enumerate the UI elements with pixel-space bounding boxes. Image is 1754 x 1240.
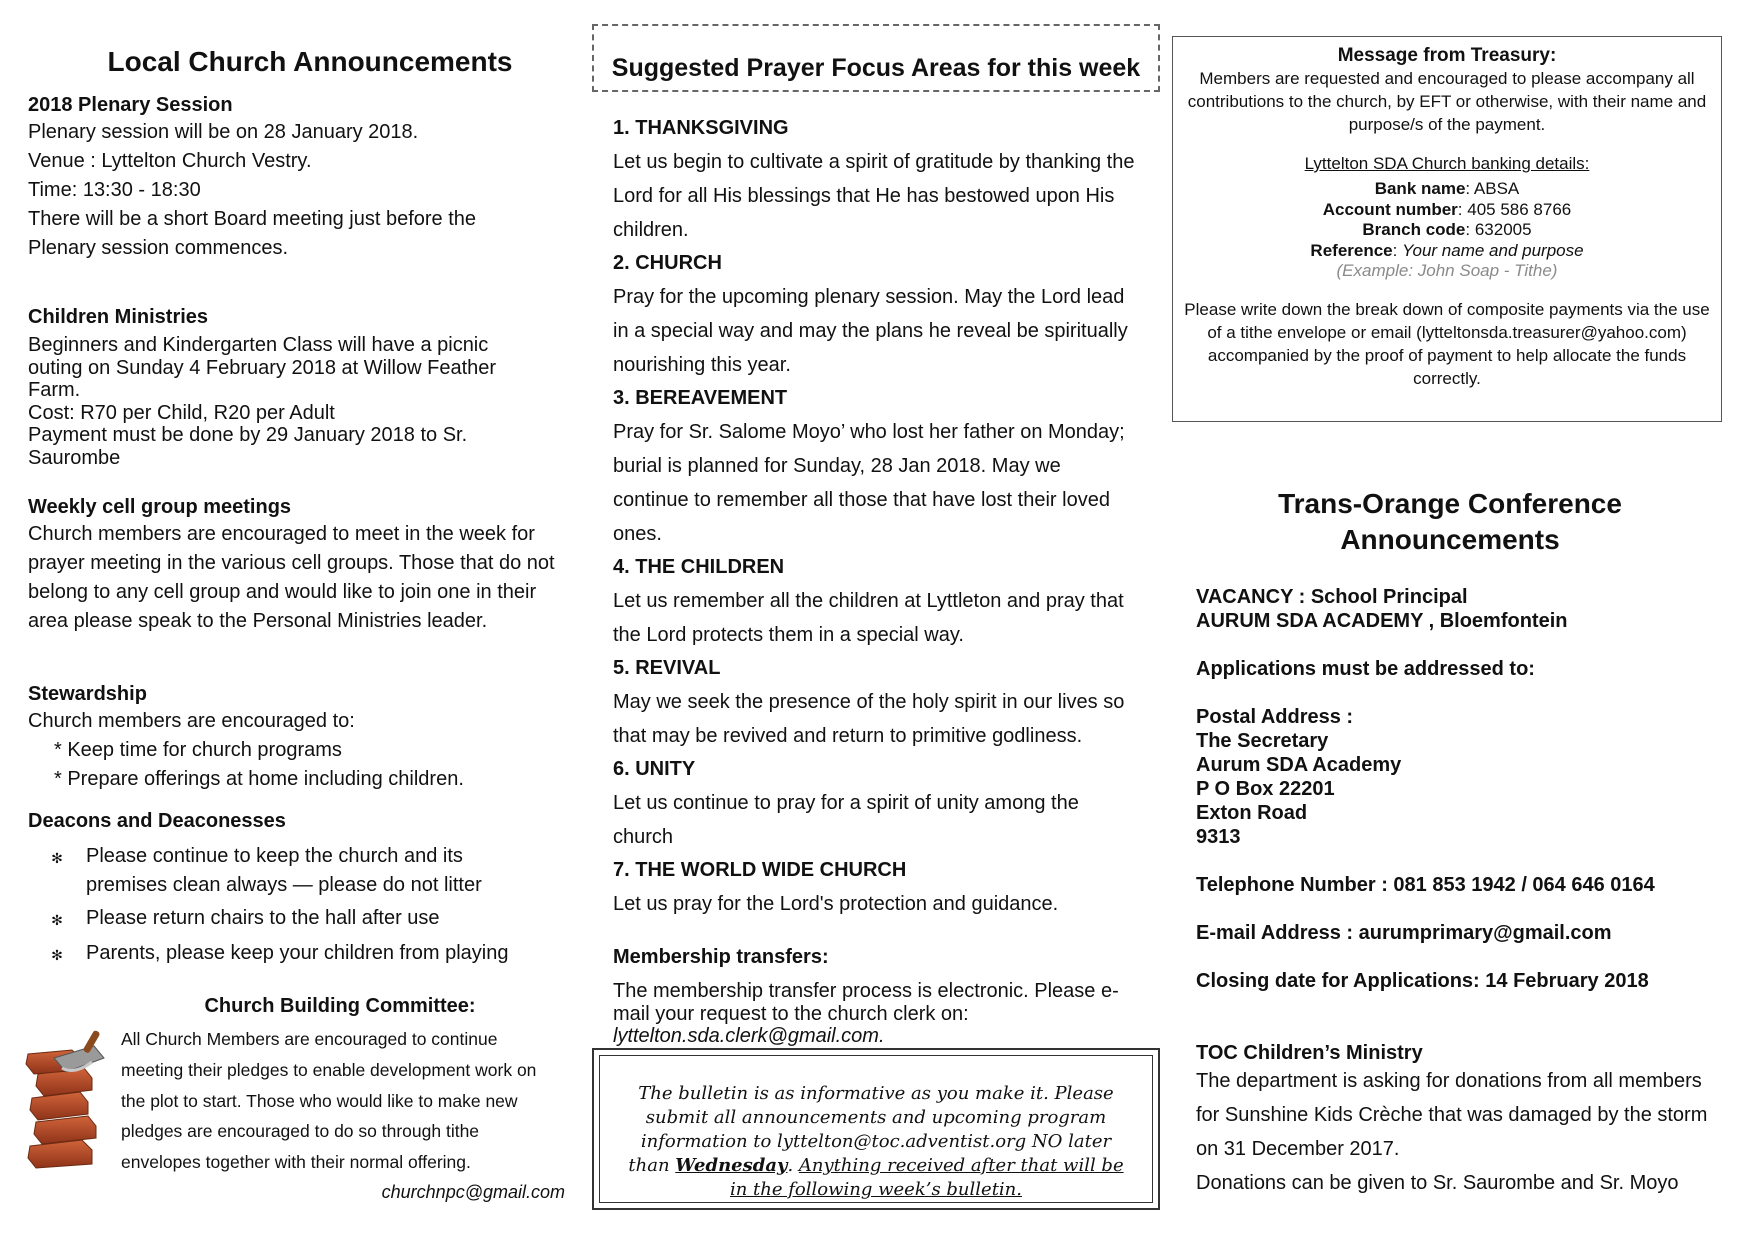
deacons-section bbox=[28, 808, 558, 974]
bulletin-note-text: The bulletin is as informative as you make it. Please submit all announcements and upcoming program information to lyttelton@toc.adventist.org NO later than Wednesday. Anything received after that will be in the following week’s bulletin. bbox=[628, 1083, 1124, 1200]
treasury-title: Message from Treasury: bbox=[1337, 45, 1557, 66]
prayer-item-heading: 3. BEREAVEMENT bbox=[613, 387, 788, 409]
prayer-item-heading: 2. CHURCH bbox=[613, 252, 722, 274]
treasury-intro: Members are requested and encouraged to please accompany all contributions to the church, by EFT or otherwise, with their name and purpose/s of the payment. bbox=[1187, 69, 1707, 134]
prayer-item-heading: 4. THE CHILDREN bbox=[613, 556, 785, 578]
plenary-line: Plenary session commences. bbox=[28, 237, 289, 259]
address-line: 9313 bbox=[1196, 826, 1241, 848]
bricks-trowel-icon bbox=[22, 1028, 117, 1170]
plenary-line: Time: 13:30 - 18:30 bbox=[28, 179, 201, 201]
stewardship-item: * Keep time for church programs bbox=[54, 739, 342, 761]
plenary-heading: 2018 Plenary Session bbox=[28, 94, 233, 116]
bank-heading: Lyttelton SDA Church banking details: bbox=[1304, 154, 1590, 173]
prayer-title: Suggested Prayer Focus Areas for this week bbox=[611, 54, 1141, 82]
stewardship-intro: Church members are encouraged to: bbox=[28, 710, 355, 732]
membership-text: The membership transfer process is electronic. Please e-mail your request to the church clerk on: bbox=[613, 980, 1119, 1025]
prayer-item-text: Let us pray for the Lord's protection and guidance. bbox=[613, 893, 1059, 915]
closing-date: Closing date for Applications: 14 February 2018 bbox=[1196, 970, 1649, 992]
children-heading: Children Ministries bbox=[28, 306, 209, 328]
prayer-item-text: Let us remember all the children at Lyttleton and pray that the Lord protects them in a special way. bbox=[613, 590, 1124, 646]
children-text: Beginners and Kindergarten Class will have a picnic outing on Sunday 4 February 2018 at Willow Feather Farm. bbox=[28, 334, 497, 401]
email-address: E-mail Address : aurumprimary@gmail.com bbox=[1196, 922, 1612, 944]
membership-email: lyttelton.sda.clerk@gmail.com. bbox=[613, 1025, 885, 1047]
conference-title: Trans-Orange Conference Announcements bbox=[1278, 488, 1622, 555]
prayer-item-heading: 6. UNITY bbox=[613, 758, 696, 780]
conference-vacancy bbox=[1196, 585, 1726, 993]
deacons-heading: Deacons and Deaconesses bbox=[28, 810, 286, 832]
local-announcements-title: Local Church Announcements bbox=[107, 46, 513, 77]
prayer-item-heading: 5. REVIVAL bbox=[613, 657, 721, 679]
plenary-line: Plenary session will be on 28 January 2018. bbox=[28, 121, 419, 143]
building-email: churchnpc@gmail.com bbox=[381, 1182, 565, 1202]
deadline-day: Wednesday bbox=[675, 1155, 788, 1176]
prayer-item-text: Let us continue to pray for a spirit of unity among the church bbox=[613, 792, 1079, 848]
children-ministries-section bbox=[28, 304, 528, 469]
deacons-item: ✻ Please continue to keep the church and its premises clean always — please do not litter bbox=[28, 842, 558, 900]
asterisk-bullet-icon: ✻ bbox=[51, 850, 63, 866]
toc-heading: TOC Children’s Ministry bbox=[1196, 1042, 1423, 1064]
prayer-title-box bbox=[592, 24, 1160, 92]
address-line: The Secretary bbox=[1196, 730, 1329, 752]
stewardship-item: * Prepare offerings at home including children. bbox=[54, 768, 464, 790]
stewardship-section bbox=[28, 681, 558, 794]
building-text: All Church Members are encouraged to continue meeting their pledges to enable development work on the plot to start. Those who would like to make new pledges are encouraged to do so through tithe envelopes together with their normal offering. bbox=[121, 1029, 537, 1173]
plenary-line: There will be a short Board meeting just before the bbox=[28, 208, 477, 230]
children-cost: Cost: R70 per Child, R20 per Adult bbox=[28, 401, 335, 424]
reference-example: (Example: John Soap - Tithe) bbox=[1336, 261, 1558, 280]
plenary-section bbox=[28, 92, 558, 263]
address-line: P O Box 22201 bbox=[1196, 778, 1335, 800]
address-line: Aurum SDA Academy bbox=[1196, 754, 1402, 776]
prayer-item-heading: 7. THE WORLD WIDE CHURCH bbox=[613, 859, 907, 881]
postal-label: Postal Address : bbox=[1196, 706, 1354, 728]
treasury-box bbox=[1172, 36, 1722, 422]
address-line: Exton Road bbox=[1196, 802, 1308, 824]
vacancy-title: VACANCY : School Principal bbox=[1196, 586, 1468, 608]
applications-label: Applications must be addressed to: bbox=[1196, 658, 1535, 680]
children-payment: Payment must be done by 29 January 2018 to Sr. Saurombe bbox=[28, 424, 468, 469]
bank-details: Bank name: ABSA Account number: 405 586 8766 Branch code: 632005 Reference: Your name and purpose (Example: John Soap - Tithe) bbox=[1183, 179, 1711, 282]
prayer-item-heading: 1. THANKSGIVING bbox=[613, 117, 789, 139]
toc-text: The department is asking for donations from all members for Sunshine Kids Crèche that was damaged by the storm on 31 December 2017. bbox=[1196, 1070, 1708, 1160]
prayer-item-text: May we seek the presence of the holy spirit in our lives so that may be revived and return to primitive godliness. bbox=[613, 691, 1125, 747]
telephone: Telephone Number : 081 853 1942 / 064 646 0164 bbox=[1196, 874, 1655, 896]
cell-groups-section bbox=[28, 494, 558, 636]
prayer-item-text: Let us begin to cultivate a spirit of gratitude by thanking the Lord for all His blessings that He has bestowed upon His children. bbox=[613, 151, 1135, 241]
stewardship-heading: Stewardship bbox=[28, 683, 147, 705]
membership-section bbox=[613, 942, 1138, 1048]
prayer-item-text: Pray for Sr. Salome Moyo’ who lost her father on Monday; burial is planned for Sunday, 28 Jan 2018. May we continue to remember all those that have lost their loved ones. bbox=[613, 421, 1125, 545]
prayer-list bbox=[613, 112, 1138, 921]
plenary-line: Venue : Lyttelton Church Vestry. bbox=[28, 150, 312, 172]
toc-childrens-ministry bbox=[1196, 1042, 1716, 1200]
vacancy-school: AURUM SDA ACADEMY , Bloemfontein bbox=[1196, 610, 1568, 632]
prayer-item-text: Pray for the upcoming plenary session. May the Lord lead in a special way and may the plans he reveal be spiritually nourishing this year. bbox=[613, 286, 1128, 376]
cell-text: Church members are encouraged to meet in the week for prayer meeting in the various cell groups. Those that do not belong to any cell group and would like to join one in their area please speak to the Personal Ministries leader. bbox=[28, 523, 555, 632]
asterisk-bullet-icon: ✻ bbox=[51, 912, 63, 928]
asterisk-bullet-icon: ✻ bbox=[51, 947, 63, 963]
toc-text-2: Donations can be given to Sr. Saurombe and Sr. Moyo bbox=[1196, 1172, 1679, 1194]
membership-heading: Membership transfers: bbox=[613, 946, 829, 968]
deacons-item: ✻ Please return chairs to the hall after use bbox=[28, 904, 558, 935]
deacons-item: ✻ Parents, please keep your children from playing bbox=[28, 939, 558, 970]
building-heading: Church Building Committee: bbox=[204, 995, 476, 1017]
cell-heading: Weekly cell group meetings bbox=[28, 496, 292, 518]
bulletin-note-box bbox=[592, 1048, 1160, 1210]
treasury-breakdown: Please write down the break down of composite payments via the use of a tithe envelope or email (lytteltonsda.treasurer@yahoo.com) accompanied by the proof of payment to help allocate the funds correctly. bbox=[1184, 299, 1710, 388]
